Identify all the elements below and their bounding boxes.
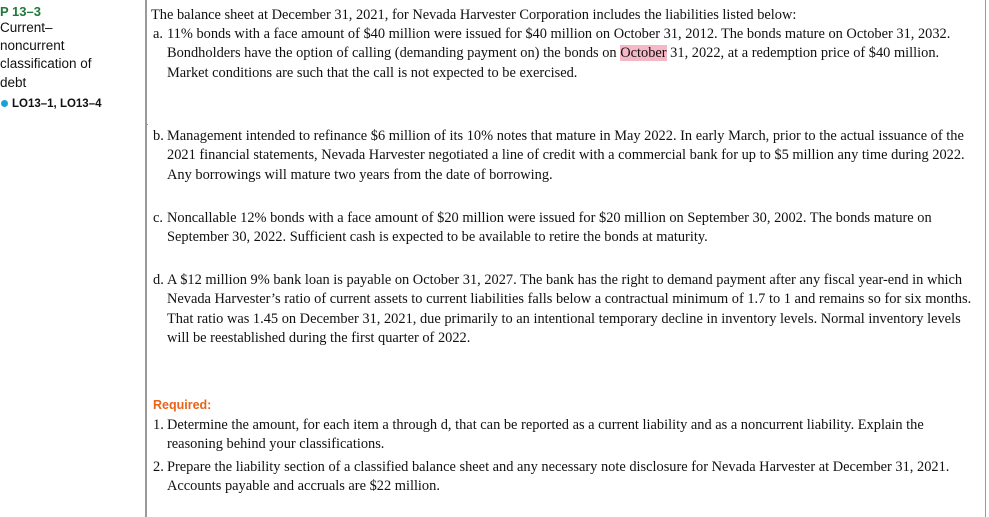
bullet-icon [1, 100, 8, 107]
required-heading: Required: [153, 398, 212, 412]
item-marker: d. [153, 272, 164, 288]
required-item-2 [147, 458, 983, 497]
item-text: Management intended to refinance $6 million of its 10% notes that mature in May 2022. In early March, prior to the actual issuance of the 2021 financial statements, Nevada Harvester negotiated a line of credit with a commercial bank for up to $5 million any time during 2022. Any borrowings will mature two years from the date of borrowing. [167, 128, 965, 183]
item-marker: b. [153, 128, 164, 144]
item-marker: c. [153, 210, 163, 226]
item-text: Prepare the liability section of a classified balance sheet and any necessary note disclosure for Nevada Harvester at December 31, 2021. Accounts payable and accruals are $22 million. [167, 459, 950, 495]
item-text: 11% bonds with a face amount of $40 million were issued for $40 million on October 31, 2012. The bonds mature on October 31, 2032. Bondholders have the option of calling (demanding payment on) the bonds on [167, 26, 951, 62]
divider [147, 124, 148, 125]
item-marker: 2. [153, 459, 164, 475]
topic-line: classification of [0, 56, 92, 72]
topic-line: noncurrent [0, 38, 65, 54]
list-item-b [147, 127, 983, 185]
item-text: Noncallable 12% bonds with a face amount of $20 million were issued for $20 million on September 30, 2002. The bonds mature on September 30, 2022. Sufficient cash is expected to be available to retire the bonds at maturity. [167, 210, 932, 246]
item-text: A $12 million 9% bank loan is payable on October 31, 2027. The bank has the right to demand payment after any fiscal year-end in which Nevada Harvester’s ratio of current assets to current liabilities falls below a contractual minimum of 1.7 to 1 and remains so for six months. That ratio was 1.45 on December 31, 2021, due primarily to an intentional temporary decline in inventory levels. Normal inventory levels will be reestablished during the first quarter of 2022. [167, 272, 972, 347]
item-text: Determine the amount, for each item a through d, that can be reported as a current liability and as a noncurrent liability. Explain the reasoning behind your classifications. [167, 417, 924, 453]
list-item-a [147, 25, 983, 83]
problem-number: P 13–3 [0, 4, 41, 19]
problem-topic [0, 19, 142, 92]
problem-body [146, 0, 986, 517]
item-marker: 1. [153, 417, 164, 433]
problem-sidebar [0, 0, 146, 517]
topic-line: Current– [0, 20, 53, 35]
intro-text: The balance sheet at December 31, 2021, for Nevada Harvester Corporation includes the liabilities listed below: [151, 7, 797, 23]
list-item-c [147, 209, 983, 248]
learning-objectives-text: LO13–1, LO13–4 [12, 98, 102, 110]
item-marker: a. [153, 26, 163, 42]
required-item-1 [147, 416, 983, 455]
item-text: 31, 2022, at a redemption price of $40 million. Market conditions are such that the call is not expected to be exercised. [167, 45, 940, 81]
learning-objectives [0, 96, 150, 112]
list-item-d [147, 271, 983, 349]
highlighted-word: October [620, 45, 667, 62]
topic-line: debt [0, 74, 27, 90]
